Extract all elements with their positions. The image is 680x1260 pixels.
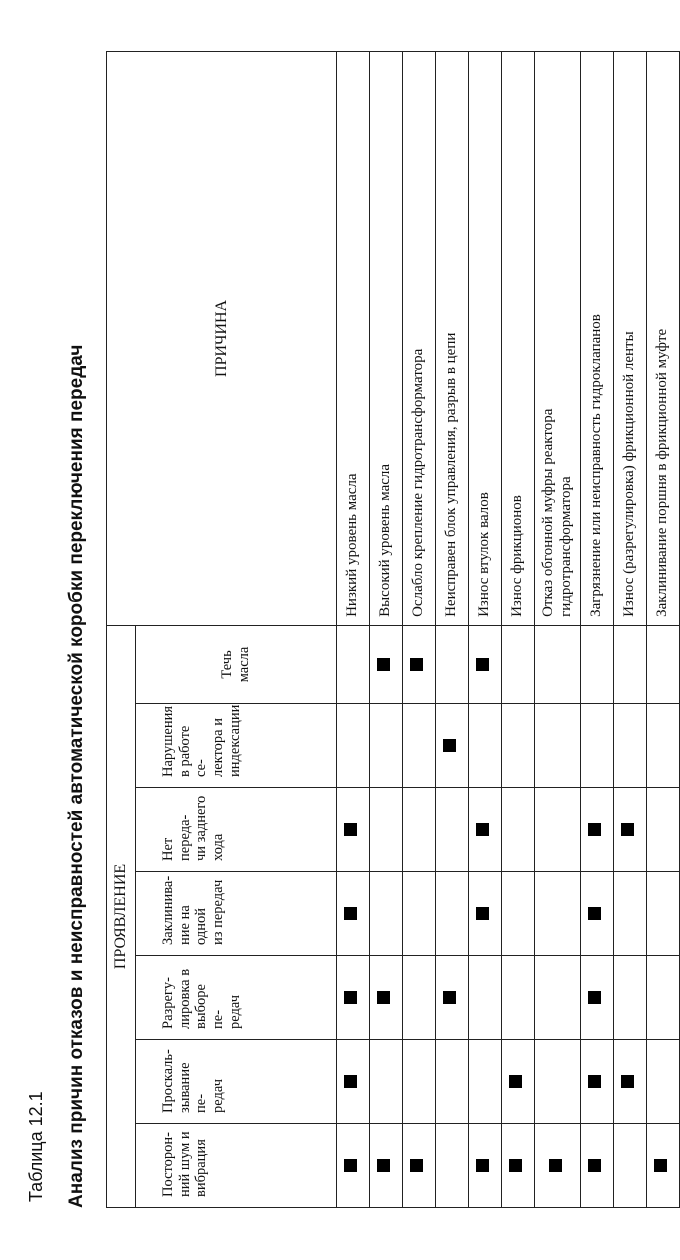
mark-cell [581, 956, 614, 1040]
filled-square-mark [549, 1159, 562, 1172]
column-header: Течь масла [136, 625, 337, 703]
table-row [581, 51, 614, 1207]
filled-square-mark [344, 823, 357, 836]
cause-cell: Неисправен блок управления, разрыв в цепи [436, 51, 469, 625]
mark-cell [535, 872, 581, 956]
table-row [337, 51, 370, 1207]
mark-cell [502, 704, 535, 788]
column-header: Заклинива- ние на одной из передач [136, 872, 337, 956]
filled-square-mark [621, 1075, 634, 1088]
mark-cell [581, 1124, 614, 1208]
table-row [647, 51, 680, 1207]
column-header: Проскаль- зывание пе- редач [136, 1040, 337, 1124]
filled-square-mark [621, 823, 634, 836]
table-number: Таблица 12.1 [26, 1091, 46, 1202]
filled-square-mark [509, 1075, 522, 1088]
mark-cell [581, 872, 614, 956]
mark-cell [436, 1040, 469, 1124]
mark-cell [581, 704, 614, 788]
cause-cell: Низкий уровень масла [337, 51, 370, 625]
cause-cell: Ослабло крепление гидротрансформатора [403, 51, 436, 625]
mark-cell [403, 956, 436, 1040]
mark-cell [403, 1040, 436, 1124]
cause-cell: Отказ обгонной муфры реактора гидротрансформатора [535, 51, 581, 625]
cause-cell: Высокий уровень масла [370, 51, 403, 625]
cause-cell: Износ (разрегулировка) фрикционной ленты [614, 51, 647, 625]
cause-cell: Износ фрикционов [502, 51, 535, 625]
cause-cell: Загрязнение или неисправность гидроклапанов [581, 51, 614, 625]
mark-cell [403, 1124, 436, 1208]
mark-cell [403, 788, 436, 872]
mark-cell [581, 625, 614, 703]
filled-square-mark [588, 1075, 601, 1088]
mark-cell [647, 872, 680, 956]
mark-cell [502, 1124, 535, 1208]
cause-cell: Износ втулок валов [469, 51, 502, 625]
column-header: Нарушения в работе се- лектора и индексации [136, 704, 337, 788]
mark-cell [502, 625, 535, 703]
table-row [469, 51, 502, 1207]
table-row [370, 51, 403, 1207]
mark-cell [337, 956, 370, 1040]
mark-cell [436, 1124, 469, 1208]
mark-cell [614, 1040, 647, 1124]
mark-cell [337, 704, 370, 788]
mark-cell [469, 704, 502, 788]
filled-square-mark [443, 739, 456, 752]
mark-cell [436, 625, 469, 703]
mark-cell [535, 625, 581, 703]
group-header: ПРОЯВЛЕНИЕ [107, 625, 136, 1207]
mark-cell [370, 625, 403, 703]
filled-square-mark [588, 823, 601, 836]
filled-square-mark [344, 1075, 357, 1088]
mark-cell [370, 872, 403, 956]
mark-cell [614, 625, 647, 703]
mark-cell [469, 788, 502, 872]
filled-square-mark [476, 907, 489, 920]
table-title: Анализ причин отказов и неисправностей автоматической коробки переключения передач [66, 344, 87, 1208]
mark-cell [535, 704, 581, 788]
mark-cell [535, 1040, 581, 1124]
filled-square-mark [410, 658, 423, 671]
filled-square-mark [588, 991, 601, 1004]
mark-cell [337, 872, 370, 956]
column-header: Разрегу- лировка в выборе пе- редач [136, 956, 337, 1040]
mark-cell [337, 1124, 370, 1208]
mark-cell [436, 956, 469, 1040]
table-row [403, 51, 436, 1207]
mark-cell [535, 788, 581, 872]
mark-cell [647, 704, 680, 788]
filled-square-mark [377, 991, 390, 1004]
cause-header: ПРИЧИНА [107, 51, 337, 625]
column-header: Нет переда- чи заднего хода [136, 788, 337, 872]
mark-cell [647, 788, 680, 872]
mark-cell [370, 788, 403, 872]
filled-square-mark [377, 1159, 390, 1172]
table-row [502, 51, 535, 1207]
table-row [436, 51, 469, 1207]
filled-square-mark [476, 1159, 489, 1172]
mark-cell [614, 1124, 647, 1208]
mark-cell [647, 625, 680, 703]
mark-cell [535, 1124, 581, 1208]
mark-cell [469, 1124, 502, 1208]
mark-cell [337, 625, 370, 703]
mark-cell [502, 872, 535, 956]
mark-cell [403, 872, 436, 956]
mark-cell [436, 872, 469, 956]
mark-cell [647, 956, 680, 1040]
mark-cell [370, 704, 403, 788]
cause-cell: Заклинивание поршня в фрикционной муфте [647, 51, 680, 625]
mark-cell [614, 956, 647, 1040]
table-row [535, 51, 581, 1207]
mark-cell [581, 1040, 614, 1124]
mark-cell [469, 625, 502, 703]
mark-cell [535, 956, 581, 1040]
mark-cell [337, 788, 370, 872]
mark-cell [370, 1040, 403, 1124]
filled-square-mark [588, 1159, 601, 1172]
filled-square-mark [344, 1159, 357, 1172]
mark-cell [370, 1124, 403, 1208]
mark-cell [502, 956, 535, 1040]
mark-cell [403, 704, 436, 788]
mark-cell [614, 872, 647, 956]
mark-cell [436, 788, 469, 872]
mark-cell [502, 1040, 535, 1124]
table-row [614, 51, 647, 1207]
filled-square-mark [377, 658, 390, 671]
mark-cell [370, 956, 403, 1040]
mark-cell [469, 872, 502, 956]
filled-square-mark [344, 991, 357, 1004]
filled-square-mark [588, 907, 601, 920]
mark-cell [647, 1124, 680, 1208]
filled-square-mark [410, 1159, 423, 1172]
mark-cell [436, 704, 469, 788]
mark-cell [647, 1040, 680, 1124]
mark-cell [337, 1040, 370, 1124]
mark-cell [469, 1040, 502, 1124]
mark-cell [469, 956, 502, 1040]
column-header: Посторон- ний шум и вибрация [136, 1124, 337, 1208]
mark-cell [581, 788, 614, 872]
mark-cell [502, 788, 535, 872]
filled-square-mark [344, 907, 357, 920]
mark-cell [614, 704, 647, 788]
filled-square-mark [476, 823, 489, 836]
filled-square-mark [443, 991, 456, 1004]
filled-square-mark [509, 1159, 522, 1172]
mark-cell [403, 625, 436, 703]
mark-cell [614, 788, 647, 872]
filled-square-mark [654, 1159, 667, 1172]
fault-analysis-table [106, 51, 680, 1208]
table-body [337, 51, 680, 1207]
filled-square-mark [476, 658, 489, 671]
